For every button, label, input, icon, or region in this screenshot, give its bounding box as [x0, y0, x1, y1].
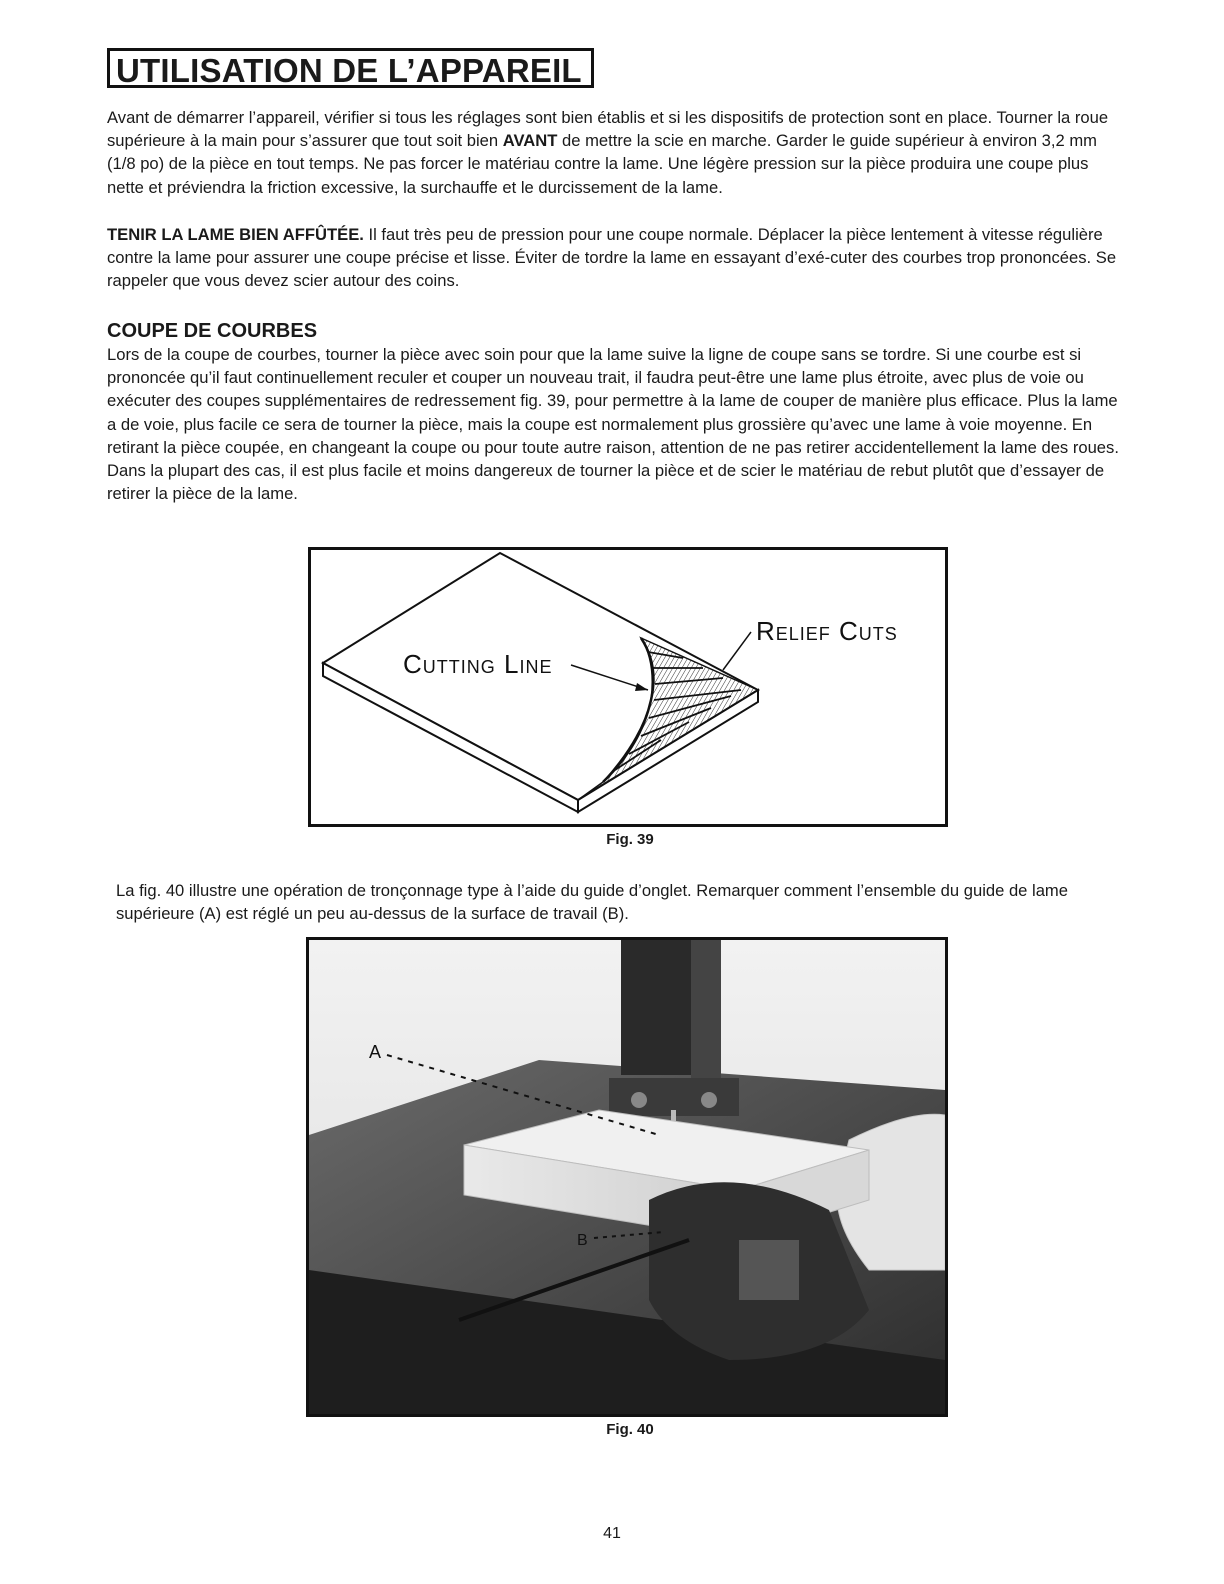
page-number: 41 — [603, 1525, 621, 1542]
label-b: B — [577, 1232, 588, 1249]
sharp-blade-paragraph — [107, 223, 1127, 293]
relief-cuts-leader — [723, 632, 751, 670]
intro-text-2: de mettre la scie en marche. Garder le guide supérieur à environ 3,2 mm (1/8 po) de la pièce en tout temps. Ne pas forcer le matériau contre la lame. Une légère pression sur la pièce produira une coupe plus nette et préviendra la friction excessive, la surchauffe et le durcissement de la lame. — [107, 131, 1097, 197]
fig40-caption: Fig. 40 — [606, 1421, 654, 1438]
fig40-intro-paragraph: La fig. 40 illustre une opération de tronçonnage type à l’aide du guide d’onglet. Remarquer comment l’ensemble du guide de lame supérieure (A) est réglé un peu au-dessus de la surface de travail (B). — [116, 881, 1068, 924]
fig39-frame — [308, 547, 948, 827]
guide-bearing-left — [631, 1092, 647, 1108]
fig40-frame — [306, 937, 948, 1417]
curves-heading: COUPE DE COURBES — [107, 320, 318, 342]
section-title: UTILISATION DE L’APPAREIL — [116, 52, 582, 89]
label-a: A — [369, 1042, 382, 1062]
fig40-photo — [309, 940, 945, 1414]
intro-text-1: Avant de démarrer l’appareil, vérifier si tous les réglages sont bien établis et si les dispositifs de protection sont en place. Tourner la roue supérieure à la main pour s’assurer que tout soit bien — [107, 108, 1109, 151]
intro-bold-avant: AVANT — [502, 131, 558, 151]
fig39-caption: Fig. 39 — [606, 831, 654, 848]
intro-paragraph — [107, 106, 1127, 199]
fig39-drawing — [311, 550, 945, 824]
blade-guard-side — [691, 940, 721, 1080]
relief-cuts-label: Relief Cuts — [756, 616, 898, 646]
miter-gauge-handle — [739, 1240, 799, 1300]
sharp-blade-heading: TENIR LA LAME BIEN AFFÛTÉE. — [107, 225, 364, 244]
sharp-blade-text: Il faut très peu de pression pour une coupe normale. Déplacer la pièce lentement à vitesse régulière contre la lame pour assurer une coupe précise et lisse. Éviter de tordre la lame en essayant d’exé-cuter des courbes trop prononcées. Se rappeler que vous devez scier autour des coins. — [107, 225, 1117, 291]
curves-paragraph: Lors de la coupe de courbes, tourner la pièce avec soin pour que la lame suive la ligne de coupe sans se tordre. Si une courbe est si prononcée qu’il faut continuellement reculer et couper un nouveau trait, il faudra peut-être une lame plus étroite, avec plus de voie ou exécuter des coupes supplémentaires de redressement fig. 39, pour permettre à la lame de couper de manière plus efficace. Plus la lame a de voie, plus facile ce sera de tourner la pièce, mais la coupe est normalement plus grossière qu’avec une lame à voie moyenne. En retirant la pièce coupée, en changeant la coupe ou pour toute autre raison, attention de ne pas retirer accidentellement la lame des roues. Dans la plupart des cas, il est plus facile et moins dangereux de tourner la pièce et de scier le matériau de rebut plutôt que d’essayer de retirer la pièce de la lame. — [107, 345, 1119, 504]
cutting-line-label: Cutting Line — [403, 649, 553, 679]
section-title-box — [107, 48, 594, 88]
guide-bearing-right — [701, 1092, 717, 1108]
